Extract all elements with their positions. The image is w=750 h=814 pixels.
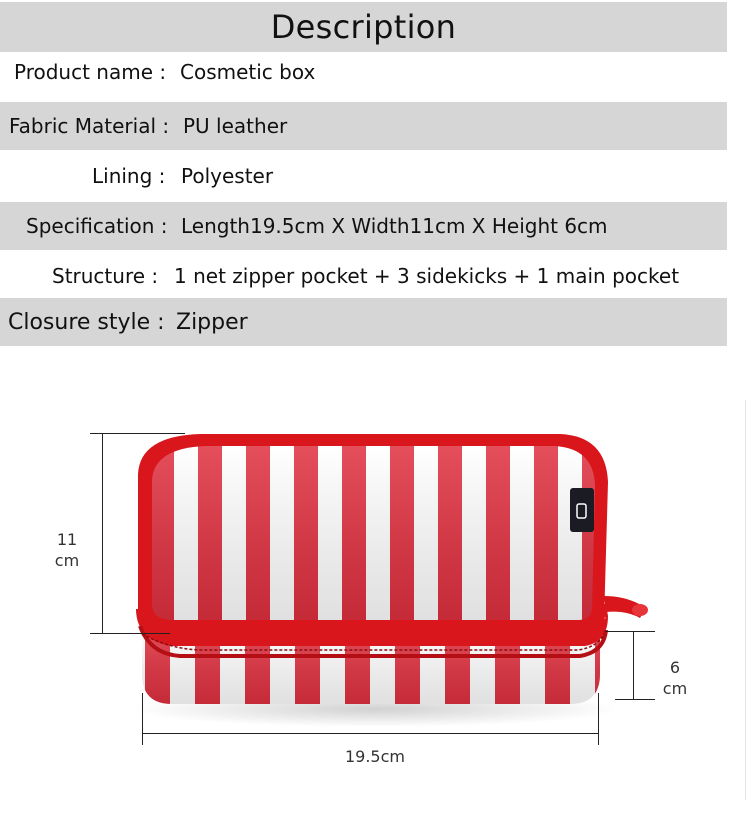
spec-label: Lining : bbox=[92, 164, 166, 188]
spec-value: Length19.5cm X Width11cm X Height 6cm bbox=[181, 214, 608, 238]
width-dim-unit: cm bbox=[54, 551, 80, 570]
width-dim-bottom-tick bbox=[90, 633, 170, 634]
width-dim-number: 11 bbox=[56, 530, 78, 549]
page-title: Description bbox=[270, 8, 457, 46]
spec-label: Fabric Material : bbox=[9, 114, 170, 138]
spec-value: Zipper bbox=[176, 310, 248, 335]
length-dim-right-tick bbox=[598, 693, 599, 745]
spec-value: Cosmetic box bbox=[180, 60, 316, 84]
width-dim-vertical bbox=[102, 433, 103, 633]
length-dim-left-tick bbox=[142, 693, 143, 745]
spec-label: Closure style : bbox=[8, 310, 165, 335]
spec-value: 1 net zipper pocket + 3 sidekicks + 1 main pocket bbox=[174, 264, 680, 288]
height-dim-bottom-tick bbox=[615, 699, 655, 700]
edge-divider bbox=[745, 400, 746, 800]
spec-label: Structure : bbox=[52, 264, 159, 288]
spec-value: Polyester bbox=[181, 164, 274, 188]
spec-label: Product name : bbox=[14, 60, 167, 84]
spec-value: PU leather bbox=[183, 114, 288, 138]
height-dim-vertical bbox=[633, 631, 634, 699]
spec-label: Specification : bbox=[26, 214, 168, 238]
length-dim-horizontal bbox=[142, 733, 599, 734]
length-dim-label: 19.5cm bbox=[344, 747, 405, 766]
width-dim-top-tick bbox=[90, 433, 185, 434]
height-dim-unit: cm bbox=[662, 679, 688, 698]
height-dim-top-tick bbox=[605, 631, 655, 632]
height-dim-number: 6 bbox=[669, 658, 681, 677]
